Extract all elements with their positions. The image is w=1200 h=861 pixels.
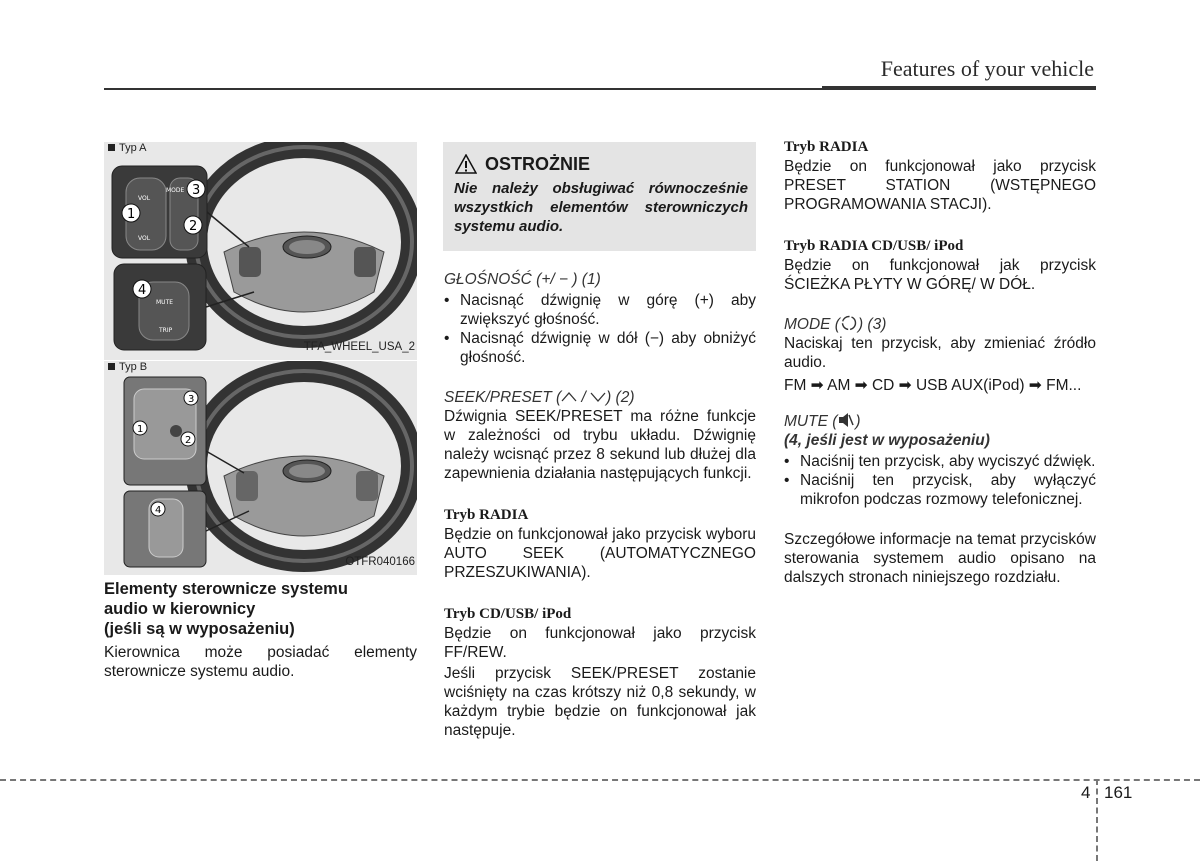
volume-heading: GŁOŚNOŚĆ (+/ − ) (1) (444, 271, 601, 288)
seek-heading: SEEK/PRESET ( / ) (2) (444, 389, 635, 406)
button-label-mode: MODE (166, 187, 185, 194)
caution-box (443, 142, 756, 251)
chapter-number: 4 (1081, 783, 1091, 802)
mode-sequence: FM ➡ AM ➡ CD ➡ USB AUX(iPod) ➡ FM... (784, 377, 1082, 394)
column-2 (444, 270, 756, 740)
callout-1-a: 1 (127, 207, 136, 222)
mute-heading-note: (4, jeśli jest w wyposażeniu) (784, 432, 990, 449)
figure-a-label: Typ A (119, 142, 147, 154)
callout-4-a: 4 (138, 283, 147, 298)
cd-mode-body-2: Jeśli przycisk SEEK/PRESET zostanie wciśnięty na czas krótszy niż 0,8 sekundy, w każdym trybie będzie on funkcjonował jak następuje. (444, 665, 756, 739)
column-3 (784, 138, 1096, 587)
callout-2-a: 2 (189, 219, 198, 234)
mute-heading: MUTE ( ) (784, 413, 861, 430)
mute-speaker-icon (837, 412, 855, 428)
radio-preset-body: Będzie on funkcjonował jako przycisk PRESET STATION (WSTĘPNEGO PROGRAMOWANIA STACJI). (784, 158, 1096, 213)
mode-cycle-icon (840, 315, 858, 331)
more-info-text: Szczegółowe informacje na temat przycisków sterowania systemem audio opisano na dalszych stronach niniejszego rozdziału. (784, 531, 1096, 586)
footer-dashed-divider (1096, 779, 1098, 861)
page-number: 161 (1104, 783, 1133, 802)
section-title: Elementy sterownicze systemu audio w kierownicy (jeśli są w wyposażeniu) (104, 580, 348, 638)
chevron-down-icon (590, 391, 606, 402)
radio-preset-heading: Tryb RADIA (784, 139, 869, 155)
mute-bullet-mic: • Naciśnij ten przycisk, aby wyłączyć mikrofon podczas rozmowy telefonicznej. (784, 471, 1096, 509)
callout-2-b: 2 (185, 435, 192, 446)
section-intro: Kierownica może posiadać elementy sterownicze systemu audio. (104, 644, 417, 680)
chevron-up-icon (561, 391, 577, 402)
radio-mode-heading: Tryb RADIA (444, 507, 529, 523)
figure-type-a (104, 142, 417, 360)
radio-cd-heading: Tryb RADIA CD/USB/ iPod (784, 238, 964, 254)
warning-triangle-icon (455, 154, 477, 174)
callout-3-a: 3 (192, 183, 201, 198)
mode-body: Naciskaj ten przycisk, aby zmieniać źródło audio. (784, 335, 1096, 371)
callout-3-b: 3 (188, 394, 195, 405)
callout-1-b: 1 (137, 424, 144, 435)
cd-mode-heading: Tryb CD/USB/ iPod (444, 606, 572, 622)
page-header-title: Features of your vehicle (880, 56, 1094, 81)
button-label-vol-down: VOL (138, 235, 151, 242)
caution-text: Nie należy obsługiwać równocześnie wszystkich elementów sterowniczych systemu audio. (454, 180, 748, 235)
radio-cd-body: Będzie on funkcjonował jak przycisk ŚCIEŻKA PŁYTY W GÓRĘ/ W DÓŁ. (784, 257, 1096, 293)
button-label-mute: MUTE (156, 299, 174, 306)
mode-heading: MODE ( ) (3) (784, 316, 887, 333)
steering-wheel-b-image (104, 361, 417, 575)
figure-type-b (104, 361, 417, 575)
mute-bullet-sound: • Naciśnij ten przycisk, aby wyciszyć dźwięk. (784, 452, 1096, 471)
steering-wheel-a-image (104, 142, 417, 360)
figure-b-label: Typ B (119, 361, 148, 373)
figure-b-code: OTFR040166 (345, 556, 415, 568)
volume-bullet-up: • Nacisnąć dźwignię w górę (+) aby zwiększyć głośność. (444, 291, 756, 329)
figure-a-code: TFA_WHEEL_USA_2 (303, 341, 415, 353)
header-rule-accent (822, 86, 1096, 90)
cd-mode-body: Będzie on funkcjonował jako przycisk FF/REW. (444, 625, 756, 661)
footer-dashed-rule (0, 779, 1200, 781)
callout-4-b: 4 (155, 505, 162, 516)
volume-bullet-down: • Nacisnąć dźwignię w dół (−) aby obniżyć głośność. (444, 329, 756, 367)
radio-mode-body: Będzie on funkcjonował jako przycisk wyboru AUTO SEEK (AUTOMATYCZNEGO PRZESZUKIWANIA). (444, 526, 756, 581)
caution-title: OSTROŻNIE (485, 154, 591, 174)
button-label-trip: TRIP (159, 327, 173, 334)
seek-body: Dźwignia SEEK/PRESET ma różne funkcje w zależności od trybu układu. Dźwignię należy wcisnąć przez 8 sekund lub dłużej dla zapewnienia działania następujących funkcji. (444, 408, 756, 482)
button-label-vol-up: VOL (138, 195, 151, 202)
